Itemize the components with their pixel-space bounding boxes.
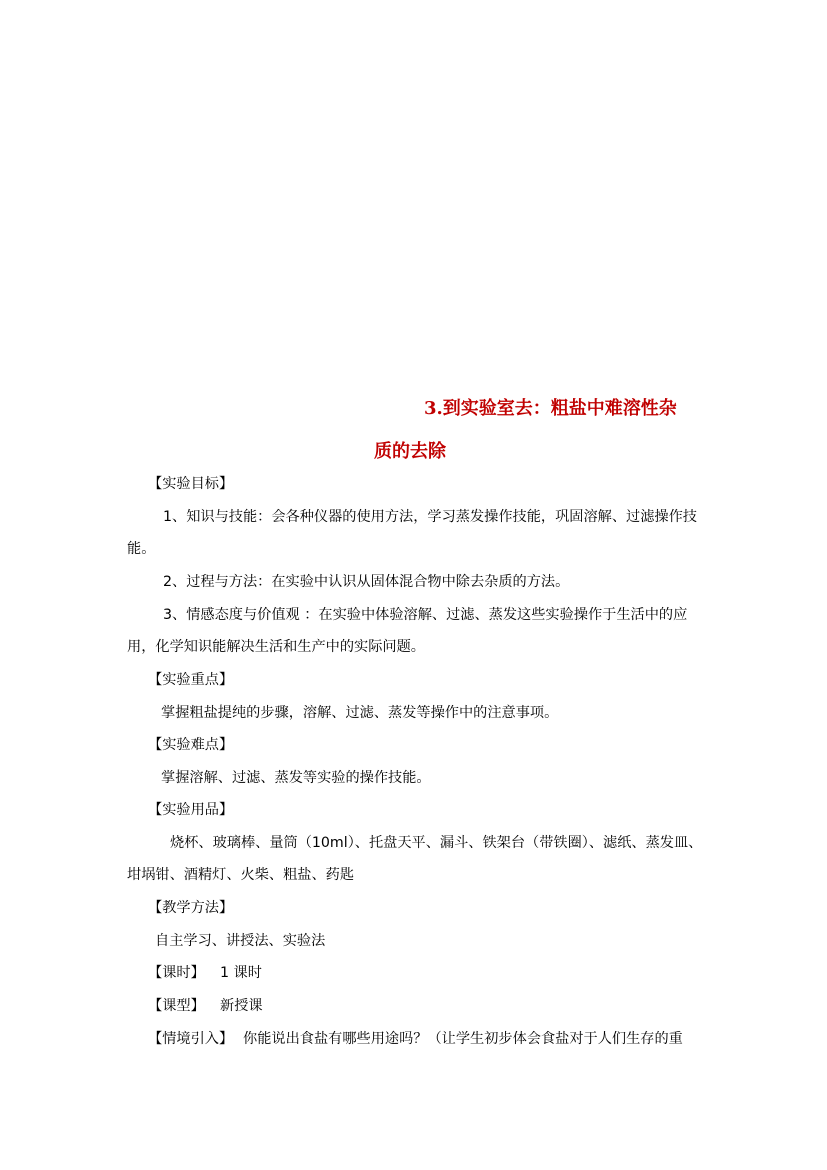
- goal-1-line-1: 1、知识与技能：会各种仪器的使用方法，学习蒸发操作技能，巩固溶解、过滤操作技: [163, 509, 697, 525]
- goal-2: 2、过程与方法：在实验中认识从固体混合物中除去杂质的方法。: [163, 574, 570, 590]
- goal-3-line-2: 用，化学知识能解决生活和生产中的实际问题。: [127, 639, 425, 655]
- supplies-line-2: 坩埚钳、酒精灯、火柴、粗盐、药匙: [127, 867, 355, 883]
- type-heading: 【课型】: [148, 998, 205, 1014]
- intro-heading: 【情境引入】: [148, 1031, 234, 1047]
- hours-text: 1 课时: [220, 965, 262, 981]
- difficulty-heading: 【实验难点】: [148, 737, 234, 753]
- key-heading: 【实验重点】: [148, 672, 234, 688]
- difficulty-text: 掌握溶解、过滤、蒸发等实验的操作技能。: [161, 770, 431, 786]
- goal-heading: 【实验目标】: [148, 476, 234, 492]
- supplies-line-1: 烧杯、玻璃棒、量筒（10ml）、托盘天平、漏斗、铁架台（带铁圈）、滤纸、蒸发皿、: [170, 835, 703, 851]
- goal-3-line-1: 3、情感态度与价值观 ：在实验中体验溶解、过滤、蒸发这些实验操作于生活中的应: [163, 607, 688, 623]
- goal-1-line-2: 能。: [127, 541, 156, 557]
- method-heading: 【教学方法】: [148, 900, 234, 916]
- supplies-heading: 【实验用品】: [148, 802, 234, 818]
- hours-heading: 【课时】: [148, 965, 205, 981]
- type-text: 新授课: [220, 998, 263, 1014]
- key-text: 掌握粗盐提纯的步骤，溶解、过滤、蒸发等操作中的注意事项。: [161, 705, 559, 721]
- document-title-line-2: 质的去除: [374, 441, 446, 462]
- method-text: 自主学习、讲授法、实验法: [155, 933, 326, 949]
- document-title-line-1: 3.到实验室去：粗盐中难溶性杂: [424, 398, 677, 419]
- intro-text: 你能说出食盐有哪些用途吗？（让学生初步体会食盐对于人们生存的重: [243, 1031, 683, 1047]
